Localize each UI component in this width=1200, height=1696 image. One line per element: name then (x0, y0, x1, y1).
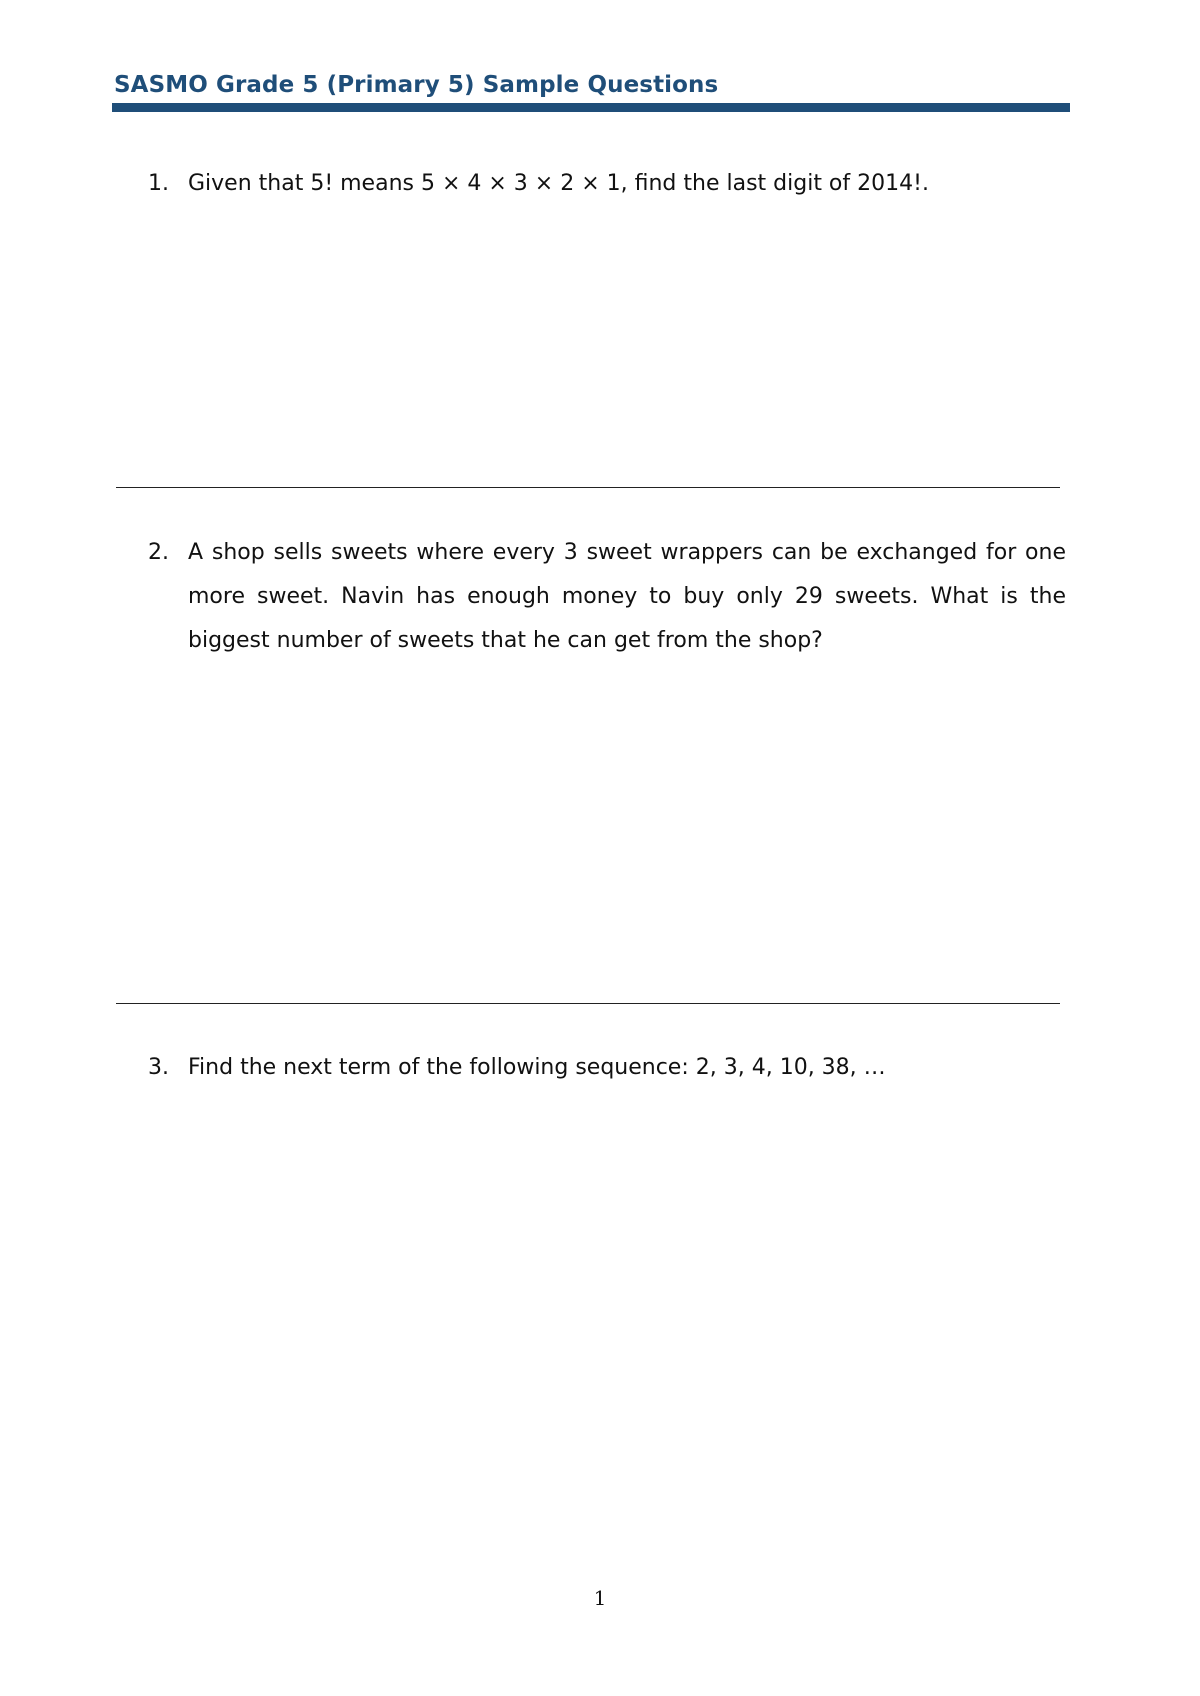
question-text: Find the next term of the following sequence: 2, 3, 4, 10, 38, … (188, 1055, 886, 1080)
page-number: 1 (593, 1586, 607, 1610)
page-title: SASMO Grade 5 (Primary 5) Sample Questions (114, 72, 719, 98)
question-number: 2. (148, 540, 169, 565)
question-text: A shop sells sweets where every 3 sweet wrappers can be exchanged for one more sweet. Navin has enough money to buy only 29 sweets. What is the biggest number of sweets that he can get from the shop? (188, 540, 1066, 653)
question-number: 3. (148, 1055, 169, 1080)
question-text: Given that 5! means 5 × 4 × 3 × 2 × 1, find the last digit of 2014!. (188, 171, 929, 196)
question-1 (148, 162, 1068, 206)
answer-separator (116, 487, 1060, 488)
question-3 (148, 1046, 1068, 1090)
answer-separator (116, 1003, 1060, 1004)
header-rule (112, 103, 1070, 112)
question-number: 1. (148, 171, 169, 196)
question-2 (148, 531, 1068, 663)
